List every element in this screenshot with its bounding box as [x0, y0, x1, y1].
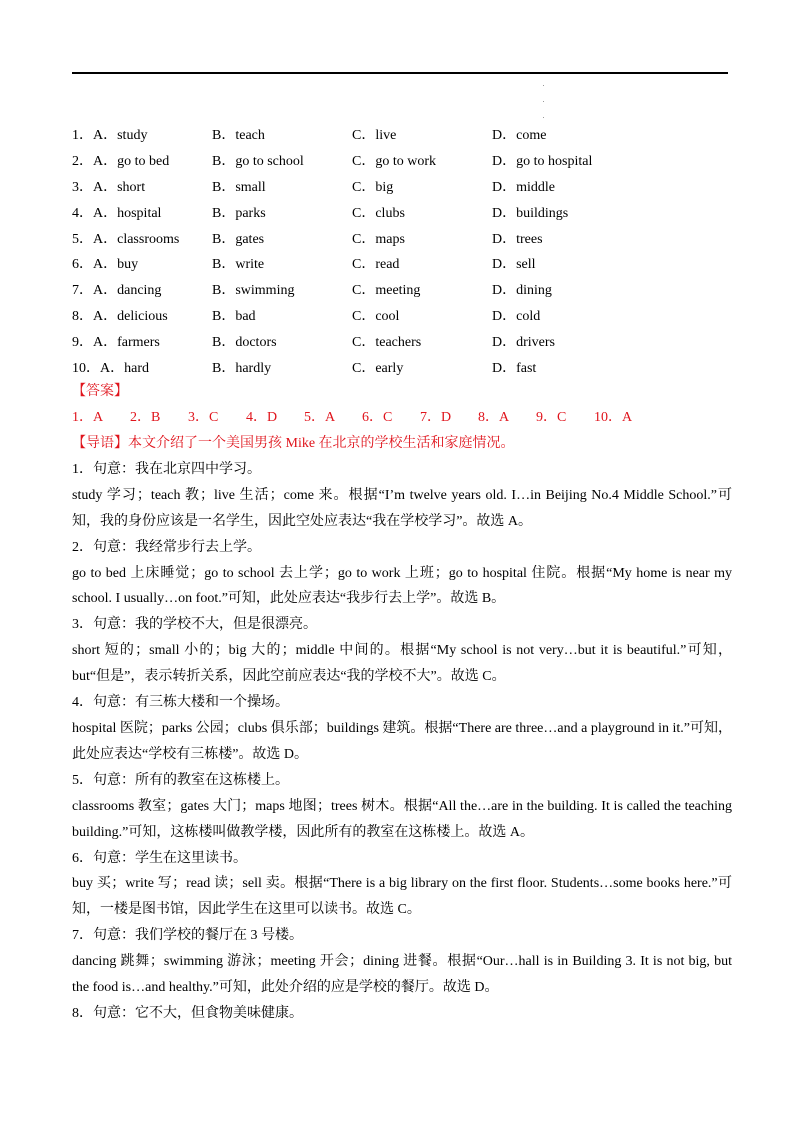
options-list	[72, 121, 728, 380]
option-d: D．fast	[492, 360, 537, 376]
option-a-text: A．farmers	[93, 335, 160, 351]
option-d: D．sell	[492, 257, 536, 273]
option-b: B．parks	[212, 205, 266, 221]
explanation-title: 5．句意：所有的教室在这栋楼上。	[72, 772, 289, 788]
option-a-text: A．short	[93, 179, 146, 195]
option-row	[72, 121, 728, 147]
option-a-text: A．dancing	[93, 283, 162, 299]
option-c: C．cool	[352, 309, 400, 325]
option-d: D．dining	[492, 283, 552, 299]
option-d: D．trees	[492, 231, 543, 247]
option-d: D．cold	[492, 309, 541, 325]
option-a	[72, 150, 212, 170]
option-d: D．go to hospital	[492, 153, 593, 169]
option-a	[72, 279, 212, 299]
option-row	[72, 199, 728, 225]
option-b: B．bad	[212, 309, 256, 325]
option-a	[72, 202, 212, 222]
answer-item: 10．A	[594, 409, 633, 425]
option-row	[72, 302, 728, 328]
option-a-text: A．go to bed	[93, 153, 170, 169]
explanation-body: classrooms 教室；gates 大门；maps 地图；trees 树木。根据“All the…are in the building. It is called the teaching building.”可知，这栋楼叫做教学楼，因此所有的教室在这栋楼上。故选 A。	[72, 798, 732, 840]
option-d: D．middle	[492, 179, 555, 195]
option-b: B．small	[212, 179, 266, 195]
option-c: C．early	[352, 360, 404, 376]
option-a	[72, 176, 212, 196]
option-a-text: A．hard	[100, 360, 149, 376]
question-number: 6．	[72, 257, 93, 273]
question-number: 2．	[72, 153, 93, 169]
explanation-title: 2．句意：我经常步行去上学。	[72, 539, 261, 555]
explanation-title: 3．句意：我的学校不大，但是很漂亮。	[72, 617, 317, 633]
explanation-title: 6．句意：学生在这里读书。	[72, 850, 247, 866]
decoration-dot	[543, 101, 544, 102]
option-a	[72, 331, 212, 351]
option-c: C．read	[352, 257, 400, 273]
option-b: B．hardly	[212, 360, 272, 376]
option-b: B．write	[212, 257, 265, 273]
explanations-list	[72, 457, 732, 1027]
explanation-body: go to bed 上床睡觉；go to school 去上学；go to work 上班；go to hospital 住院。根据“My home is near my school. I usually…on foot.”可知，此处应表达“我步行去上学”。故选 B。	[72, 565, 732, 607]
decoration-dot	[543, 85, 544, 86]
option-d: D．buildings	[492, 205, 569, 221]
explanation-title: 7．句意：我们学校的餐厅在 3 号楼。	[72, 928, 303, 944]
option-a	[72, 124, 212, 144]
option-c: C．go to work	[352, 153, 436, 169]
option-c: C．meeting	[352, 283, 421, 299]
option-row	[72, 147, 728, 173]
decoration-dot	[543, 117, 544, 118]
explanation-body: buy 买；write 写；read 读；sell 卖。根据“There is a big library on the first floor. Students…some books here.”可知，一楼是图书馆，因此学生在这里可以读书。故选 C。	[72, 876, 732, 918]
option-b: B．doctors	[212, 335, 277, 351]
option-d: D．drivers	[492, 335, 555, 351]
option-a-text: A．study	[93, 127, 148, 143]
explanation-body: study 学习；teach 教；live 生活；come 来。根据“I’m twelve years old. I…in Beijing No.4 Middle School.”可知，我的身份应该是一名学生，因此空处应表达“我在学校学习”。故选 A。	[72, 487, 732, 529]
question-number: 7．	[72, 283, 93, 299]
option-a	[72, 357, 212, 377]
explanation-body: hospital 医院；parks 公园；clubs 俱乐部；buildings 建筑。根据“There are three…and a playground in it.”可知，此处应表达“学校有三栋楼”。故选 D。	[72, 720, 732, 762]
question-number: 3．	[72, 179, 93, 195]
explanation-title: 1．句意：我在北京四中学习。	[72, 461, 261, 477]
answer-item: 2．B	[130, 409, 161, 425]
option-a-text: A．hospital	[93, 205, 162, 221]
option-a	[72, 305, 212, 325]
option-c: C．live	[352, 127, 397, 143]
option-a	[72, 228, 212, 248]
answer-section	[72, 379, 732, 431]
option-b: B．swimming	[212, 283, 295, 299]
intro-text: 【导语】本文介绍了一个美国男孩 Mike 在北京的学校生活和家庭情况。	[72, 436, 515, 451]
option-c: C．clubs	[352, 205, 405, 221]
question-number: 1．	[72, 127, 93, 143]
option-b: B．teach	[212, 127, 265, 143]
question-number: 9．	[72, 335, 93, 351]
option-row	[72, 225, 728, 251]
option-row	[72, 328, 728, 354]
option-a	[72, 253, 212, 273]
answer-header: 【答案】	[72, 384, 128, 399]
option-b: B．go to school	[212, 153, 304, 169]
answer-item: 7．D	[420, 409, 452, 425]
question-number: 5．	[72, 231, 93, 247]
option-row	[72, 354, 728, 380]
answer-item: 9．C	[536, 409, 567, 425]
question-number: 4．	[72, 205, 93, 221]
header-rule	[72, 72, 728, 74]
option-a-text: A．buy	[93, 257, 139, 273]
option-c: C．teachers	[352, 335, 422, 351]
answer-item: 8．A	[478, 409, 510, 425]
answer-item: 5．A	[304, 409, 336, 425]
option-row	[72, 276, 728, 302]
answer-item: 1．A	[72, 409, 104, 425]
explanation-title: 8．句意：它不大，但食物美味健康。	[72, 1005, 303, 1021]
question-number: 8．	[72, 309, 93, 325]
question-number: 10．	[72, 360, 100, 376]
option-c: C．big	[352, 179, 394, 195]
explanation-body: dancing 跳舞；swimming 游泳；meeting 开会；dining 进餐。根据“Our…hall is in Building 3. It is not big, but the food is…and healthy.”可知，此处介绍的应是学校的餐厅。故选 D。	[72, 954, 732, 996]
explanation-body: short 短的；small 小的；big 大的；middle 中间的。根据“My school is not very…but it is beautiful.”可知，but“但是”，表示转折关系，因此空前应表达“我的学校不大”。故选 C。	[72, 643, 732, 685]
option-c: C．maps	[352, 231, 405, 247]
option-d: D．come	[492, 127, 547, 143]
answer-item: 3．C	[188, 409, 219, 425]
option-row	[72, 250, 728, 276]
option-a-text: A．classrooms	[93, 231, 180, 247]
answer-item: 4．D	[246, 409, 278, 425]
option-row	[72, 173, 728, 199]
answer-item: 6．C	[362, 409, 393, 425]
explanation-section	[72, 431, 732, 1027]
explanation-title: 4．句意：有三栋大楼和一个操场。	[72, 695, 289, 711]
option-b: B．gates	[212, 231, 265, 247]
answer-key-row	[72, 405, 732, 431]
option-a-text: A．delicious	[93, 309, 168, 325]
